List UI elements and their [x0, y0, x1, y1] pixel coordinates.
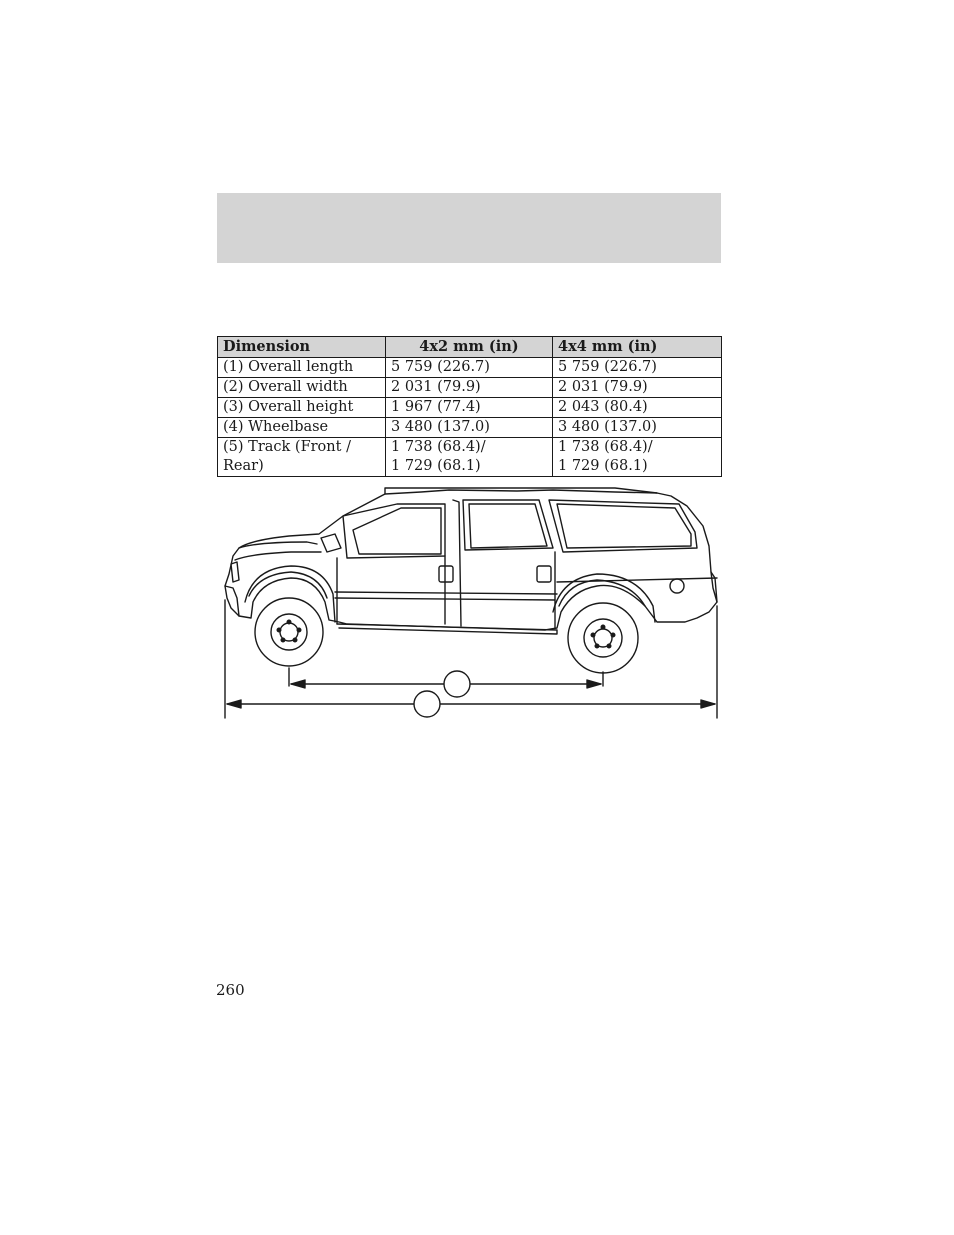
- table-header-row: [218, 337, 722, 358]
- header-4x4: 4x4 mm (in): [553, 337, 722, 358]
- section-header-band: [217, 193, 721, 263]
- front-wheel: [255, 598, 323, 666]
- value-4x2-cell: 5 759 (226.7): [386, 358, 553, 378]
- table-row-track: [218, 438, 722, 477]
- dimension-cell: [218, 438, 386, 477]
- callout-circle-wheelbase: [444, 671, 470, 697]
- callout-circle-length: [414, 691, 440, 717]
- value-4x2-cell: 3 480 (137.0): [386, 418, 553, 438]
- track-4x4-front: 1 738 (68.4)/: [558, 439, 653, 455]
- dimension-cell: (3) Overall height: [218, 398, 386, 418]
- dimension-cell: (4) Wheelbase: [218, 418, 386, 438]
- value-4x4-cell: [553, 438, 722, 477]
- track-label-line1: (5) Track (Front /: [223, 439, 351, 455]
- table-row: [218, 398, 722, 418]
- dimension-cell: (2) Overall width: [218, 378, 386, 398]
- track-label-line2: Rear): [223, 458, 264, 474]
- table-row: [218, 418, 722, 438]
- value-4x2-cell: [386, 438, 553, 477]
- table-row: [218, 358, 722, 378]
- track-4x2-front: 1 738 (68.4)/: [391, 439, 486, 455]
- vehicle-side-view-diagram: [217, 482, 727, 727]
- value-4x2-cell: 2 031 (79.9): [386, 378, 553, 398]
- suv-body-outline: [225, 488, 717, 634]
- header-dimension: Dimension: [218, 337, 386, 358]
- value-4x4-cell: 2 031 (79.9): [553, 378, 722, 398]
- value-4x4-cell: 3 480 (137.0): [553, 418, 722, 438]
- track-4x4-rear: 1 729 (68.1): [558, 458, 648, 474]
- table-row: [218, 378, 722, 398]
- header-4x2: 4x2 mm (in): [386, 337, 553, 358]
- track-4x2-rear: 1 729 (68.1): [391, 458, 481, 474]
- page-number: 260: [216, 981, 245, 999]
- rear-wheel: [568, 603, 638, 673]
- dimension-cell: (1) Overall length: [218, 358, 386, 378]
- dimensions-table: [217, 336, 722, 477]
- value-4x2-cell: 1 967 (77.4): [386, 398, 553, 418]
- value-4x4-cell: 5 759 (226.7): [553, 358, 722, 378]
- value-4x4-cell: 2 043 (80.4): [553, 398, 722, 418]
